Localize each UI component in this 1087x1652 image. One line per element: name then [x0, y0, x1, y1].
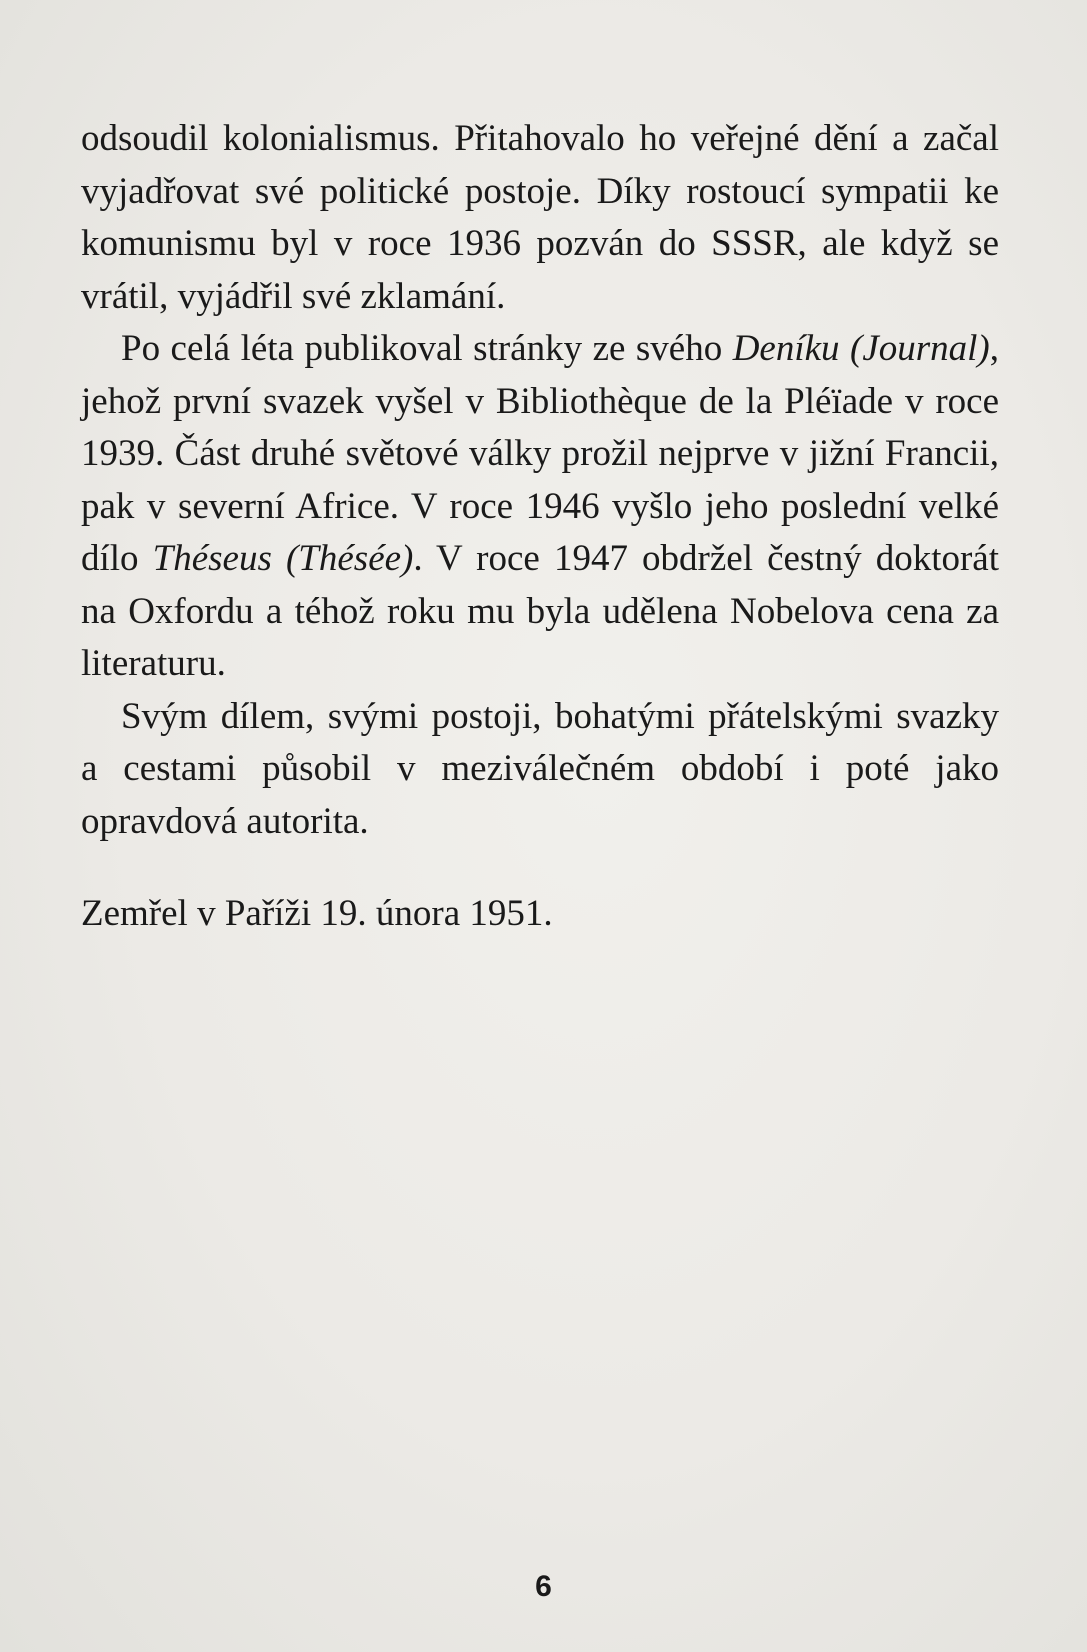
- italic-title: Deníku (Journal): [732, 328, 990, 369]
- paragraph-1: [81, 113, 999, 323]
- body-text: [81, 113, 999, 941]
- paragraph-4: [81, 888, 999, 941]
- text-segment: . V roce 1947 obdržel čestný doktorát na Oxfordu a téhož roku mu byla udělena Nobelova cena za literaturu.: [81, 538, 999, 684]
- text-segment: Po celá léta publikoval stránky ze svého: [121, 328, 733, 369]
- text-segment: odsoudil kolonialismus. Přitahovalo ho veřejné dění a začal vyjadřovat své politické postoje. Díky rostoucí sympatii ke komunismu byl v roce 1936 pozván do SSSR, ale když se vrátil, vyjádřil své zklamání.: [81, 118, 999, 317]
- page-number: 6: [535, 1570, 552, 1603]
- paragraph-3: [81, 691, 999, 849]
- paragraph-2: [81, 323, 999, 691]
- italic-title: Théseus (Thésée): [152, 538, 414, 579]
- text-segment: , jehož první svazek vyšel v Bibliothèque de la Pléïade v roce 1939. Část druhé světové války prožil nejprve v jižní Francii, pak v severní Africe. V roce 1946 vyšlo jeho poslední velké dílo: [81, 328, 999, 579]
- text-segment: Svým dílem, svými postoji, bohatými přátelskými svazky a cestami působil v meziválečném období i poté jako opravdová autorita.: [81, 695, 999, 842]
- text-segment: Zemřel v Paříži 19. února 1951.: [81, 893, 553, 934]
